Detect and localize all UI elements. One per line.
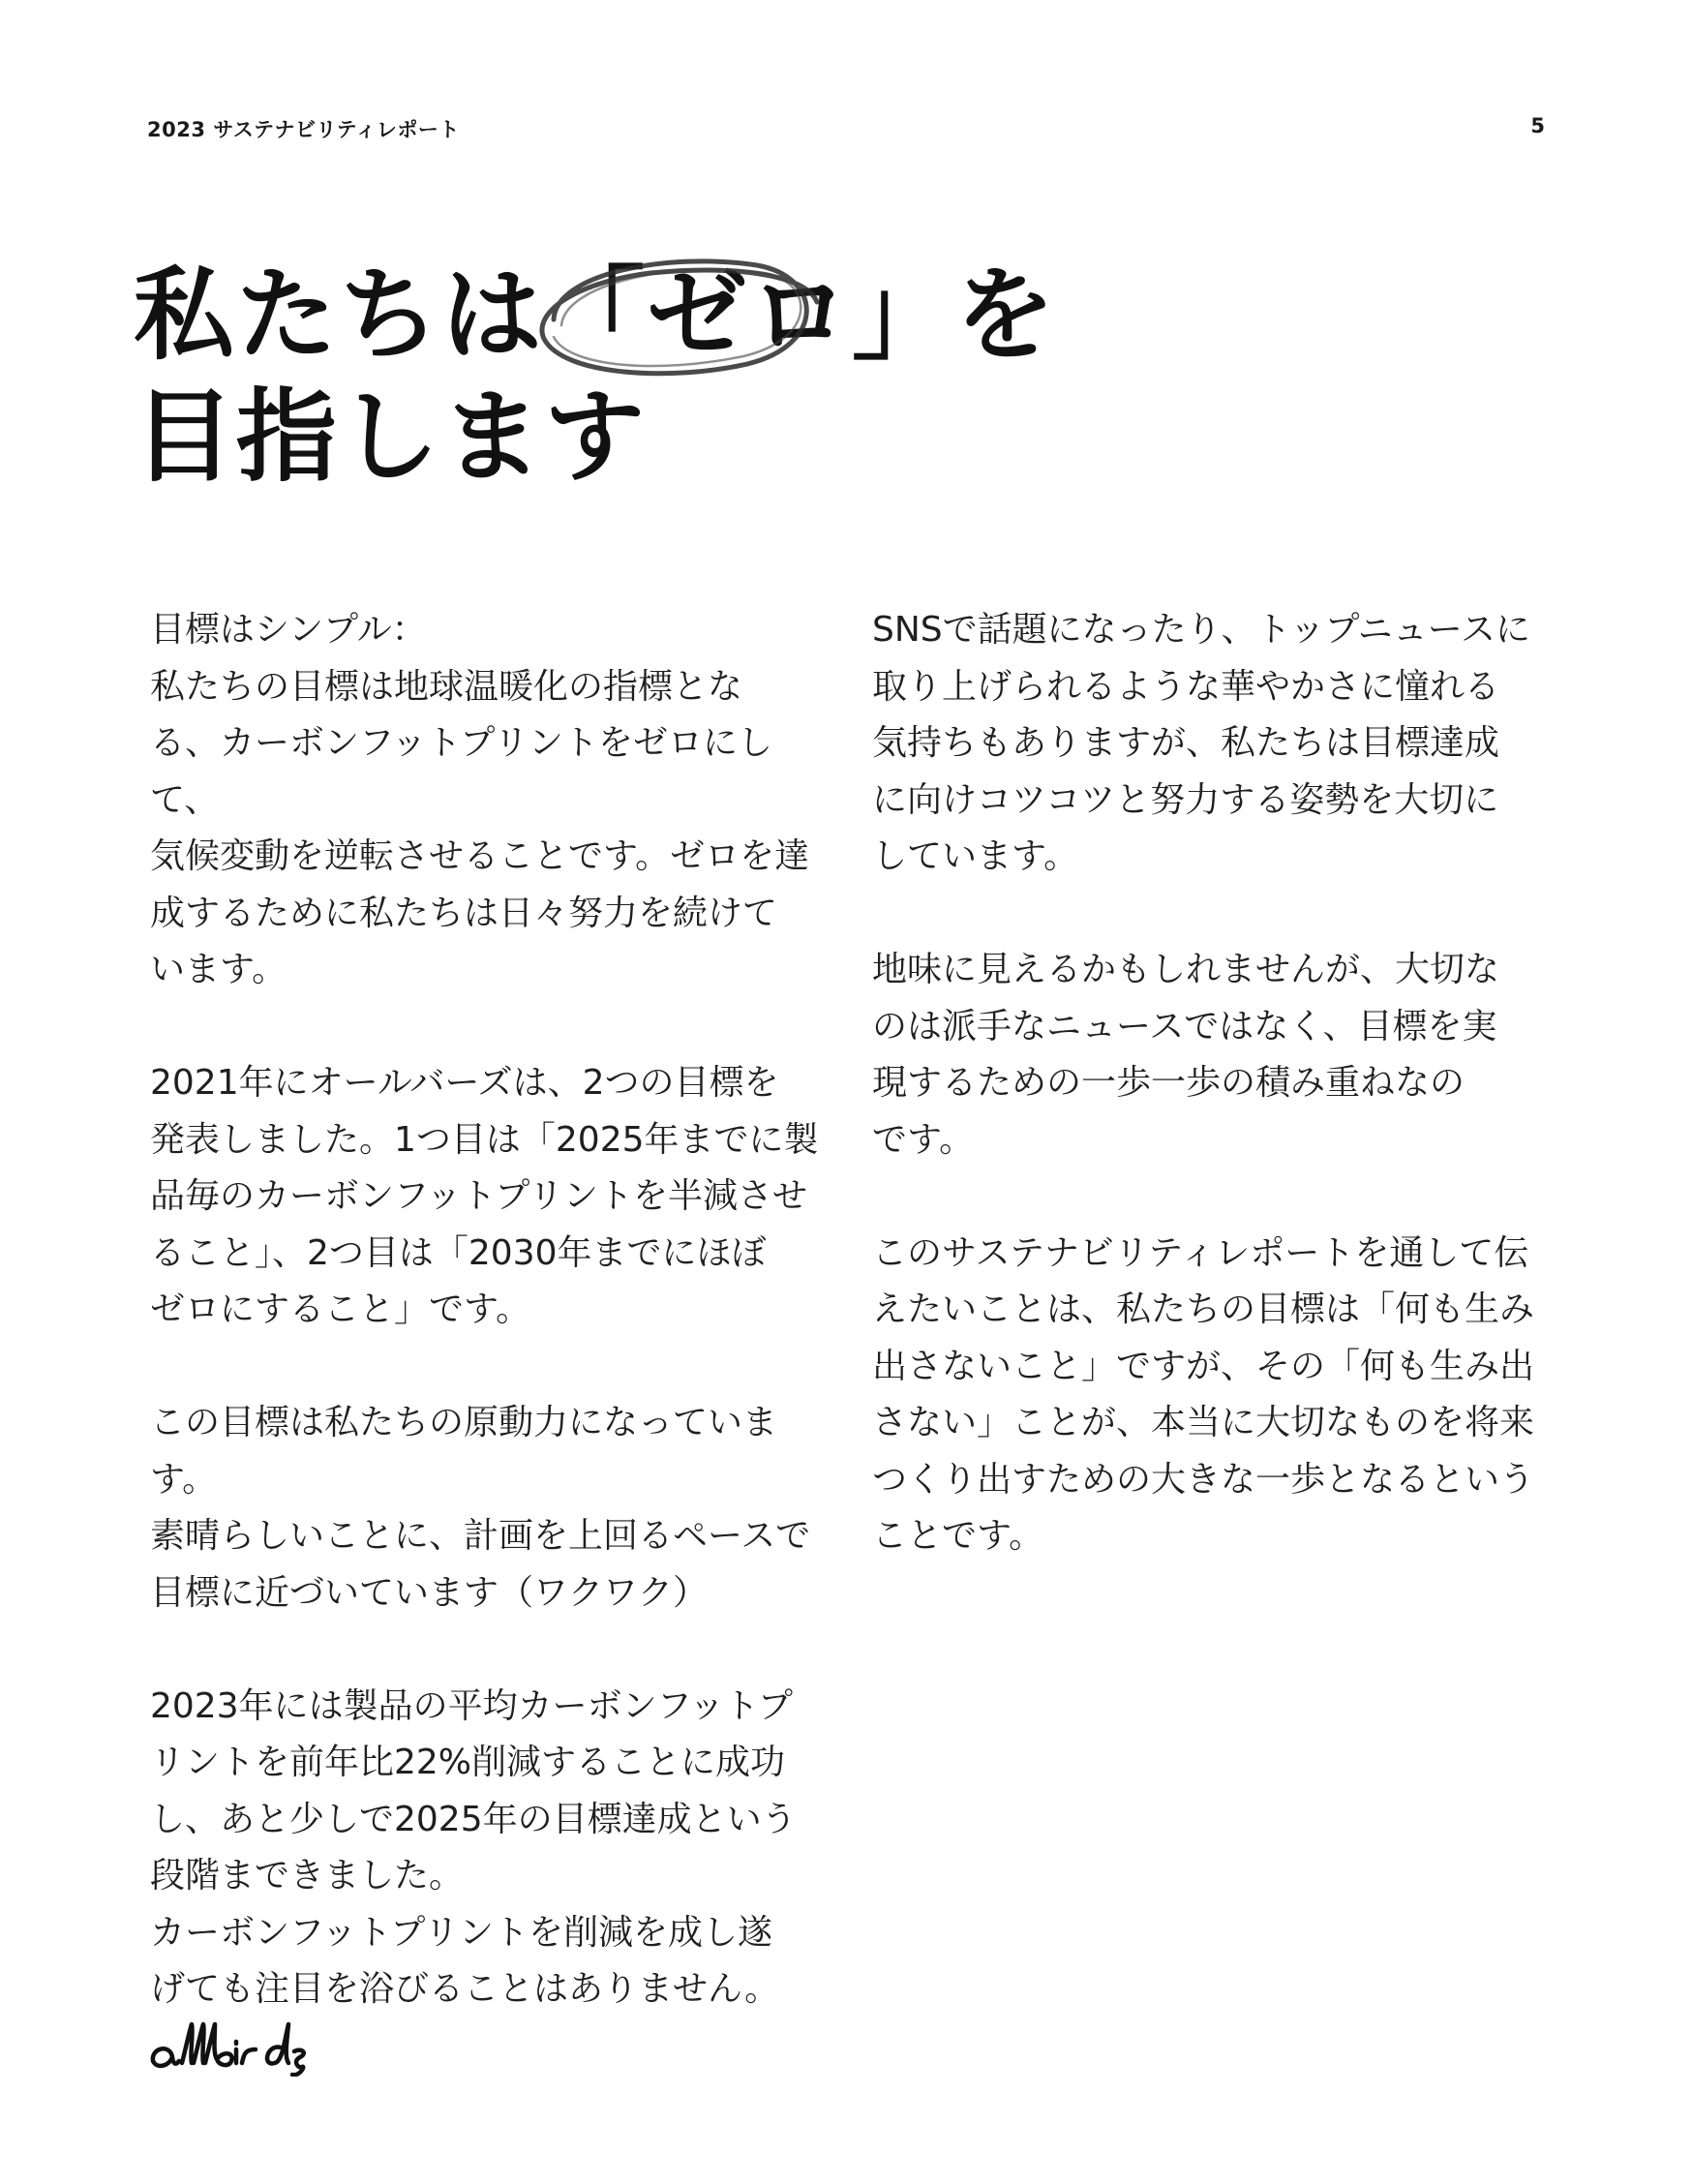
headline-zero-highlight [544,254,954,376]
headline [134,254,1058,498]
paragraph: この目標は私たちの原動力になっています。 素晴らしいことに、計画を上回るペースで 目標に近づいています（ワクワク） [150,1403,811,1613]
headline-line-2: 目指します [134,378,648,496]
report-title: 2023 サステナビリティレポート [147,118,460,141]
headline-part-2: を [954,256,1058,374]
left-column [150,602,828,2075]
right-column [872,602,1550,1622]
headline-line-1 [134,254,1058,376]
paragraph: 目標はシンプル： 私たちの目標は地球温暖化の指標とな る、カーボンフットプリントをゼロにして、 気候変動を逆転させることです。ゼロを達 成するために私たちは日々努力を続けて います。 [150,610,810,989]
page-number: 5 [1530,114,1545,137]
headline-part-1: 私たちは [134,256,545,374]
headline-zero-text: 「ゼロ」 [544,256,955,374]
allbirds-logo [147,2018,312,2077]
paragraph: このサステナビリティレポートを通して伝 えたいことは、私たちの目標は「何も生み 出さないこと」ですが、その「何も生み出 さない」ことが、本当に大切なものを将来 つくり出すための大きな一歩となるという ことです。 [872,1232,1535,1556]
paragraph: SNSで話題になったり、トップニュースに 取り上げられるような華やかさに憧れる 気持ちもありますが、私たちは目標達成 に向けコツコツと努力する姿勢を大切に しています。 [872,610,1530,876]
page-header [147,114,1545,143]
paragraph: 2021年にオールバーズは、2つの目標を 発表しました。1つ目は「2025年までに製 品毎のカーボンフットプリントを半減させ ること」、2つ目は「2030年までにほぼ ゼロにすること」です。 [150,1063,819,1329]
paragraph: 2023年には製品の平均カーボンフットプ リントを前年比22%削減することに成功 し、あと少しで2025年の目標達成という 段階まできました。 カーボンフットプリントを削減を成し遂 げても注目を浴びることはありません。 [150,1685,797,2009]
paragraph: 地味に見えるかもしれませんが、大切な のは派手なニュースではなく、目標を実 現するための一歩一歩の積み重ねなの です。 [872,950,1500,1160]
